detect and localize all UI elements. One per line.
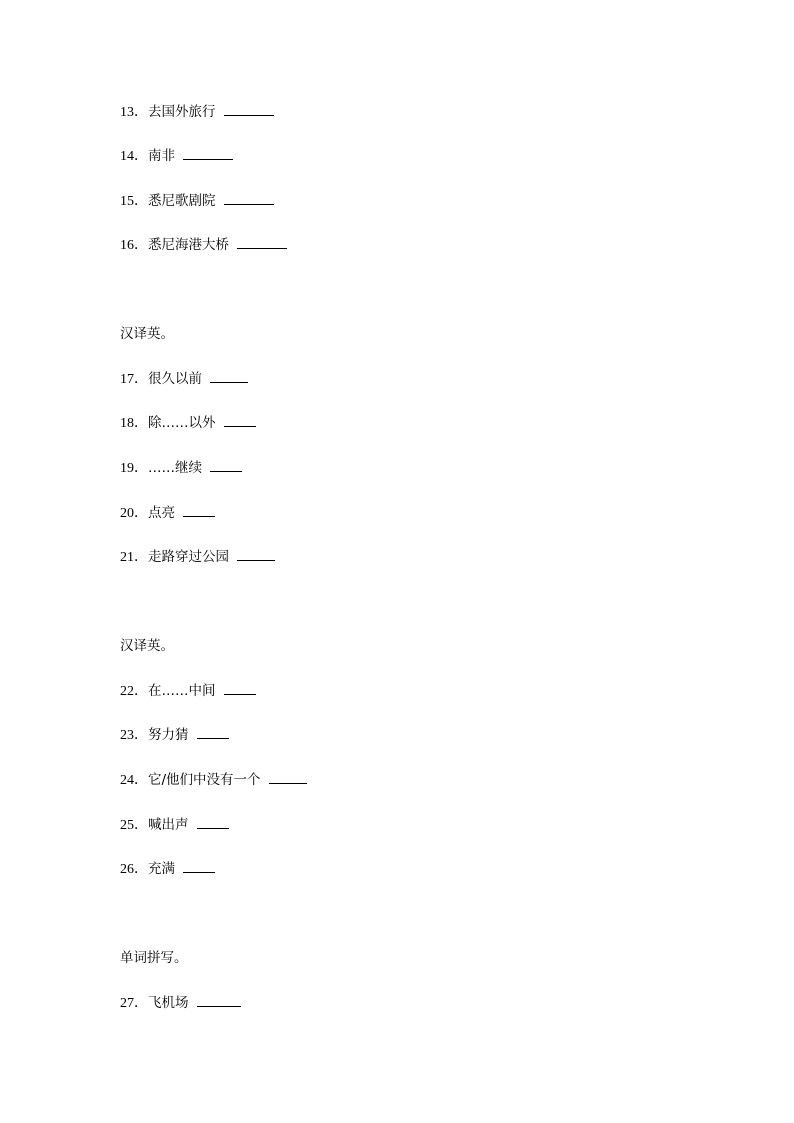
number-separator: ． xyxy=(134,550,148,565)
answer-blank[interactable] xyxy=(197,818,229,829)
answer-blank[interactable] xyxy=(224,194,274,205)
answer-blank[interactable] xyxy=(224,416,256,427)
question-14 xyxy=(120,146,233,166)
question-16 xyxy=(120,235,287,255)
question-number: 23 xyxy=(120,728,134,743)
number-separator: ． xyxy=(134,194,148,209)
question-number: 16 xyxy=(120,238,134,253)
question-text: 除……以外 xyxy=(148,415,216,431)
question-text: 飞机场 xyxy=(148,995,189,1011)
answer-blank[interactable] xyxy=(183,862,215,873)
question-text: 悉尼歌剧院 xyxy=(148,193,216,209)
answer-blank[interactable] xyxy=(210,461,242,472)
answer-blank[interactable] xyxy=(210,372,248,383)
question-21 xyxy=(120,547,275,567)
number-separator: ． xyxy=(134,506,148,521)
question-number: 20 xyxy=(120,506,134,521)
question-number: 26 xyxy=(120,862,134,877)
question-text: 努力猜 xyxy=(148,727,189,743)
question-text: 南非 xyxy=(148,148,175,164)
section-heading: 单词拼写。 xyxy=(120,950,188,966)
question-number: 15 xyxy=(120,194,134,209)
answer-blank[interactable] xyxy=(237,550,275,561)
question-number: 24 xyxy=(120,773,134,788)
number-separator: ． xyxy=(134,372,148,387)
answer-blank[interactable] xyxy=(197,996,241,1007)
question-26 xyxy=(120,859,215,879)
question-text: 喊出声 xyxy=(148,817,189,833)
question-22 xyxy=(120,681,256,701)
number-separator: ． xyxy=(134,238,148,253)
question-text: 充满 xyxy=(148,861,175,877)
question-number: 18 xyxy=(120,416,134,431)
question-25 xyxy=(120,815,229,835)
question-number: 13 xyxy=(120,105,134,120)
question-text: 悉尼海港大桥 xyxy=(148,237,229,253)
number-separator: ． xyxy=(134,461,148,476)
question-number: 25 xyxy=(120,818,134,833)
answer-blank[interactable] xyxy=(197,728,229,739)
question-text: 它/他们中没有一个 xyxy=(148,772,261,788)
section-heading: 汉译英。 xyxy=(120,326,174,342)
number-separator: ． xyxy=(134,416,148,431)
number-separator: ． xyxy=(134,862,148,877)
question-15 xyxy=(120,191,274,211)
question-number: 22 xyxy=(120,684,134,699)
number-separator: ． xyxy=(134,684,148,699)
question-19 xyxy=(120,458,242,478)
question-17 xyxy=(120,369,248,389)
question-number: 21 xyxy=(120,550,134,565)
question-text: 在……中间 xyxy=(148,683,216,699)
question-23 xyxy=(120,725,229,745)
question-text: 很久以前 xyxy=(148,371,202,387)
answer-blank[interactable] xyxy=(224,105,274,116)
question-text: 走路穿过公园 xyxy=(148,549,229,565)
question-number: 19 xyxy=(120,461,134,476)
question-text: 去国外旅行 xyxy=(148,104,216,120)
question-13 xyxy=(120,102,274,122)
question-18 xyxy=(120,413,256,433)
question-number: 27 xyxy=(120,996,134,1011)
answer-blank[interactable] xyxy=(237,238,287,249)
question-24 xyxy=(120,770,307,790)
answer-blank[interactable] xyxy=(183,149,233,160)
question-number: 14 xyxy=(120,149,134,164)
number-separator: ． xyxy=(134,773,148,788)
question-27 xyxy=(120,993,241,1013)
answer-blank[interactable] xyxy=(224,684,256,695)
answer-blank[interactable] xyxy=(269,773,307,784)
question-number: 17 xyxy=(120,372,134,387)
section-heading: 汉译英。 xyxy=(120,638,174,654)
number-separator: ． xyxy=(134,728,148,743)
answer-blank[interactable] xyxy=(183,506,215,517)
number-separator: ． xyxy=(134,149,148,164)
number-separator: ． xyxy=(134,105,148,120)
number-separator: ． xyxy=(134,996,148,1011)
question-text: ……继续 xyxy=(148,460,202,476)
number-separator: ． xyxy=(134,818,148,833)
question-text: 点亮 xyxy=(148,505,175,521)
question-20 xyxy=(120,503,215,523)
